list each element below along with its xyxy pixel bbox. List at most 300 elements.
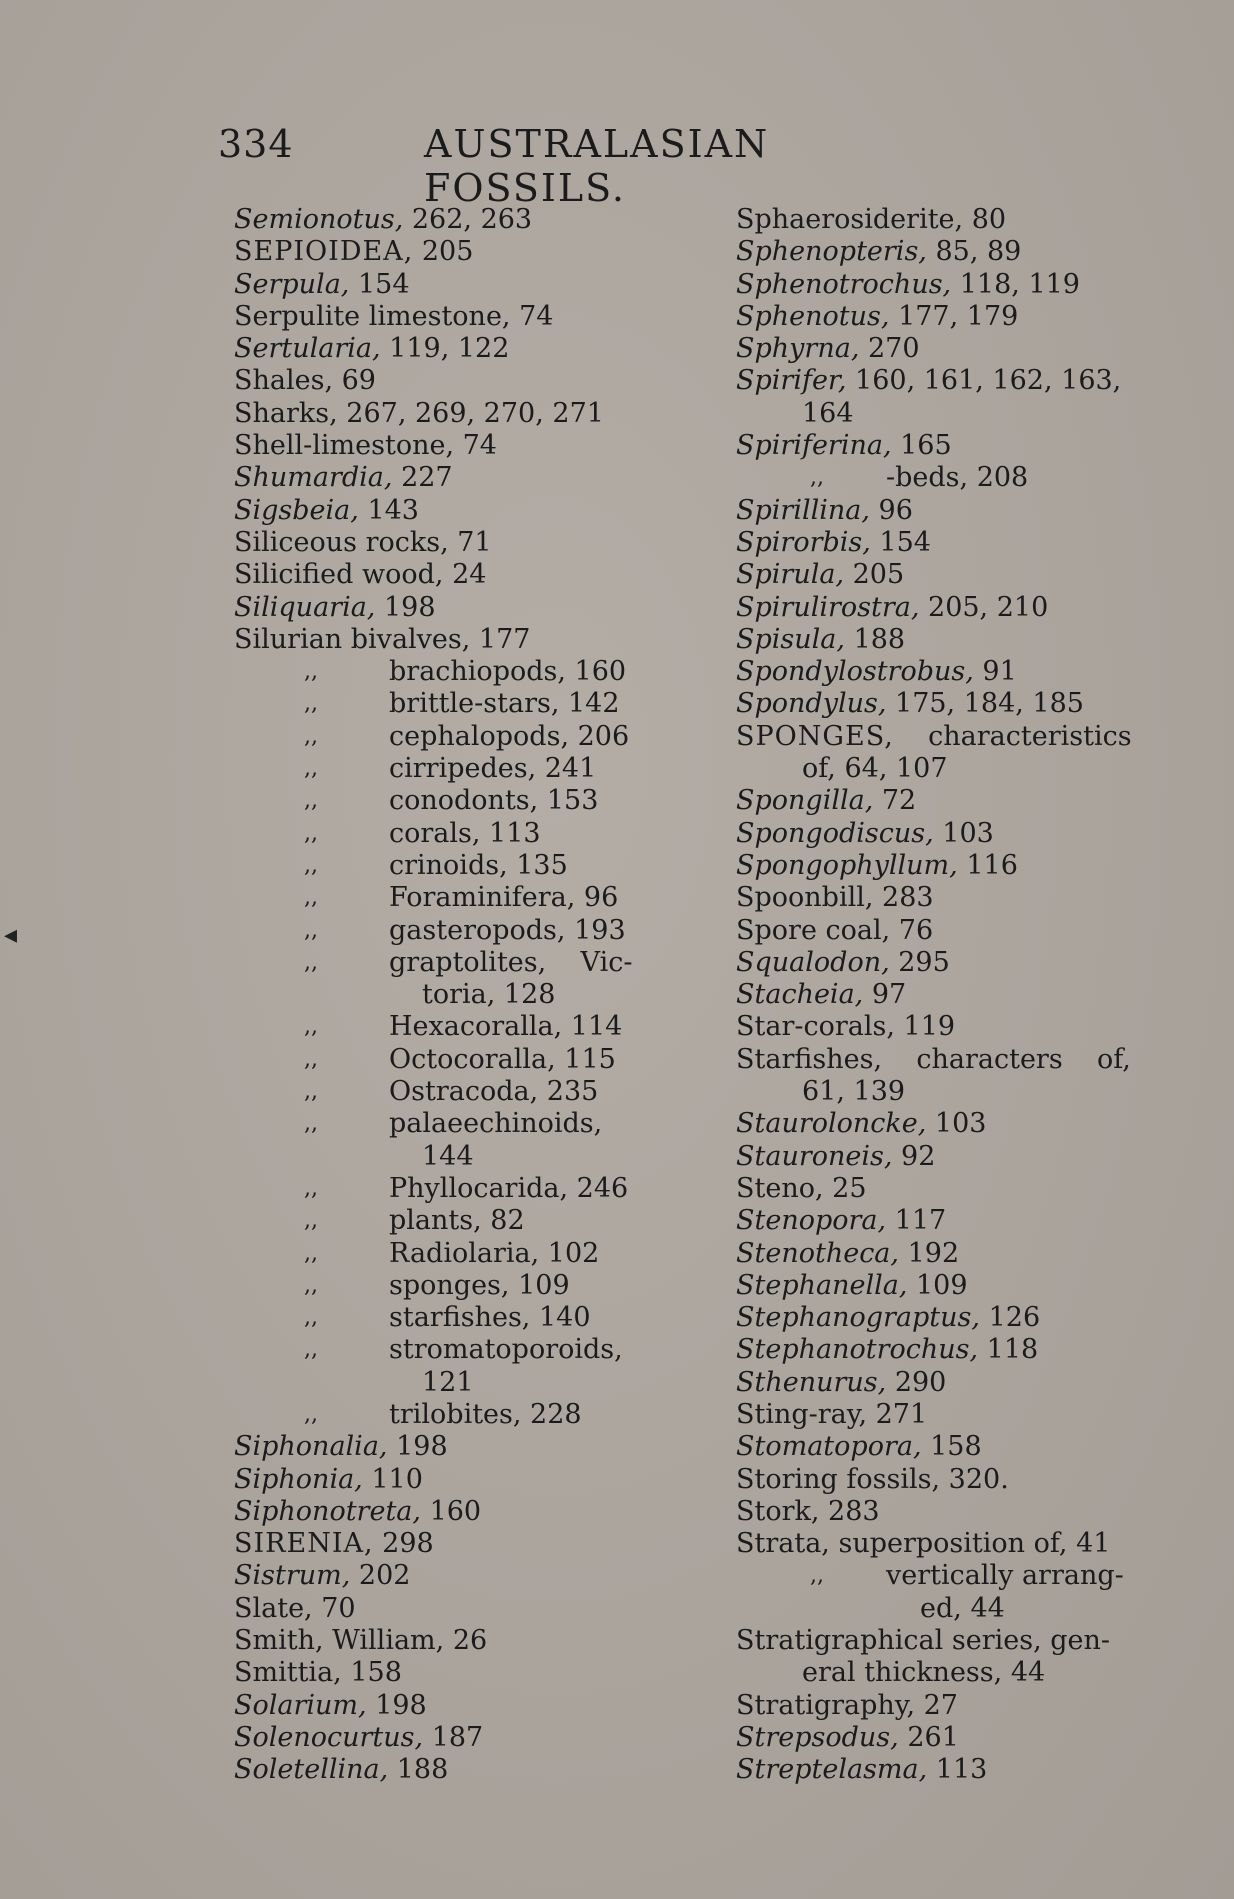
index-entry — [234, 1367, 674, 1399]
entry-page-refs: 41 — [1067, 1528, 1111, 1560]
entry-page-refs: 64, 107 — [835, 753, 948, 785]
ditto-mark: ,, — [304, 1111, 318, 1137]
entry-page-refs: 97 — [863, 979, 907, 1011]
entry-page-refs: 69 — [333, 365, 376, 397]
entry-page-refs: 193 — [565, 914, 626, 946]
entry-term: Sphaerosiderite, — [736, 204, 964, 235]
entry-term: Sigsbeia, — [234, 494, 359, 526]
index-entry — [736, 1464, 1176, 1496]
entry-term: Squalodon, — [736, 946, 890, 978]
entry-term: eral thickness, — [802, 1657, 1003, 1689]
index-entry — [736, 1754, 1176, 1786]
entry-page-refs: 270 — [859, 333, 920, 365]
index-entry — [736, 785, 1176, 817]
ditto-mark: ,, — [810, 465, 824, 491]
index-entry — [736, 1690, 1176, 1722]
entry-page-refs: 298 — [373, 1528, 434, 1560]
entry-term: Stephanella, — [736, 1269, 908, 1301]
index-entry — [234, 882, 674, 914]
entry-term: Spirula, — [736, 559, 845, 591]
entry-term: Stauroneis, — [736, 1140, 893, 1172]
entry-page-refs: 227 — [392, 462, 453, 494]
index-entry — [234, 527, 674, 559]
entry-term: corals, — [389, 817, 481, 849]
index-entry — [736, 656, 1176, 688]
entry-page-refs: 160 — [565, 656, 627, 688]
index-entry — [736, 1593, 1176, 1625]
index-entry — [736, 1625, 1176, 1657]
entry-page-refs: 44 — [961, 1592, 1005, 1624]
entry-term: Stomatopora, — [736, 1431, 922, 1463]
entry-term: Sistrum, — [234, 1560, 351, 1592]
index-entry — [234, 1141, 674, 1173]
index-entry — [234, 1108, 674, 1140]
ditto-mark: ,, — [304, 1175, 318, 1201]
entry-term: Spondylostrobus, — [736, 656, 974, 688]
entry-term: vertically — [886, 1560, 1014, 1592]
entry-page-refs: 208 — [968, 462, 1029, 494]
index-entry — [736, 236, 1176, 268]
ditto-mark: ,, — [304, 949, 318, 975]
entry-term: Serpula, — [234, 268, 350, 300]
index-entry — [736, 1722, 1176, 1754]
index-entry — [736, 1431, 1176, 1463]
entry-page-refs: 154 — [870, 526, 931, 558]
entry-term: Soletellina, — [234, 1754, 389, 1786]
index-entry — [234, 688, 674, 720]
index-entry — [234, 365, 674, 397]
entry-page-refs: 74 — [454, 430, 497, 462]
entry-page-refs: 205 — [844, 559, 905, 591]
entry-page-refs: 160 — [420, 1495, 482, 1527]
index-entry — [234, 398, 674, 430]
entry-term: Stephanotrochus, — [736, 1334, 979, 1366]
index-entry — [736, 1108, 1176, 1140]
entry-page-refs: 118, 119 — [951, 268, 1080, 300]
ditto-mark: ,, — [304, 1014, 318, 1040]
entry-page-refs: 109 — [509, 1269, 570, 1301]
entry-term: Stacheia, — [736, 979, 864, 1011]
entry-page-refs: 205, 210 — [919, 591, 1049, 623]
entry-term: Sphyrna, — [736, 333, 860, 365]
index-entry — [234, 1625, 674, 1657]
entry-term: Star-corals, — [736, 1011, 895, 1043]
entry-term: Strepsodus, — [736, 1721, 899, 1753]
index-entry — [736, 1011, 1176, 1043]
index-entry — [736, 1044, 1176, 1076]
index-entry — [234, 1657, 674, 1689]
entry-term: crinoids, — [389, 849, 508, 881]
index-entry — [234, 624, 674, 656]
entry-page-refs: 202 — [350, 1560, 411, 1592]
entry-term: brachiopods, — [389, 656, 566, 688]
entry-term: SPONGES, — [736, 720, 894, 752]
entry-term: Sting-ray, — [736, 1398, 868, 1430]
entry-page-refs: 262, 263 — [403, 204, 533, 235]
index-entry — [234, 721, 674, 753]
entry-term: Spirillina, — [736, 494, 870, 526]
entry-page-refs: 158 — [921, 1431, 982, 1463]
entry-page-refs: 198 — [366, 1689, 427, 1721]
entry-term: Foraminifera, — [389, 882, 576, 914]
entry-page-refs: 241 — [536, 753, 597, 785]
index-entry — [736, 559, 1176, 591]
index-entry — [234, 915, 674, 947]
index-entry — [736, 947, 1176, 979]
index-entry — [736, 1173, 1176, 1205]
entry-page-refs: 192 — [899, 1237, 960, 1269]
index-entry — [736, 1528, 1176, 1560]
entry-term: Stenotheca, — [736, 1237, 899, 1269]
index-entry — [736, 882, 1176, 914]
index-entry — [234, 204, 674, 236]
entry-term: of, — [802, 753, 836, 785]
entry-term: SIRENIA, — [234, 1528, 374, 1560]
entry-page-refs: 24 — [443, 559, 487, 591]
index-entry — [736, 979, 1176, 1011]
entry-term: Stephanograptus, — [736, 1302, 980, 1334]
entry-page-refs: 283 — [819, 1495, 880, 1527]
index-entry — [234, 1464, 674, 1496]
index-entry — [736, 527, 1176, 559]
page-header — [218, 122, 978, 210]
entry-page-refs: 113 — [927, 1754, 988, 1786]
entry-term: Serpulite limestone, — [234, 300, 511, 332]
entry-term: Stratigraphical series, — [736, 1625, 1042, 1657]
entry-page-refs: 135 — [507, 849, 568, 881]
index-entry — [234, 1205, 674, 1237]
ditto-mark: ,, — [304, 1305, 318, 1331]
entry-page-refs: 187 — [423, 1721, 484, 1753]
entry-page-refs: 295 — [889, 946, 950, 978]
entry-page-refs: 198 — [387, 1431, 448, 1463]
entry-term: Spongophyllum, — [736, 849, 958, 881]
index-entry — [234, 495, 674, 527]
entry-page-refs: 114 — [562, 1011, 623, 1043]
entry-term: gasteropods, — [389, 914, 566, 946]
index-entry — [736, 1334, 1176, 1366]
entry-page-refs: 103 — [926, 1108, 987, 1140]
index-entry — [736, 721, 1176, 753]
entry-term: Sertularia, — [234, 333, 381, 365]
index-entry — [736, 688, 1176, 720]
entry-page-refs: 110 — [362, 1463, 423, 1495]
entry-page-refs: 267, 269, 270, 271 — [337, 397, 604, 429]
margin-arrow-icon: ◂ — [4, 920, 18, 950]
index-entry — [234, 462, 674, 494]
entry-term: Semionotus, — [234, 204, 404, 235]
index-entry — [736, 1270, 1176, 1302]
index-entry — [234, 1528, 674, 1560]
ditto-mark: ,, — [304, 723, 318, 749]
ditto-mark: ,, — [304, 1240, 318, 1266]
entry-term: Sharks, — [234, 397, 338, 429]
index-entry — [736, 1399, 1176, 1431]
entry-page-refs: characteristics — [893, 720, 1132, 752]
entry-term: SEPIOIDEA, — [234, 236, 414, 268]
entry-page-refs: 235 — [538, 1076, 599, 1108]
entry-page-refs: 188 — [388, 1754, 449, 1786]
entry-term: Smittia, — [234, 1657, 342, 1689]
ditto-mark: ,, — [304, 820, 318, 846]
entry-term: 121 — [422, 1366, 474, 1398]
entry-term: Solenocurtus, — [234, 1721, 424, 1753]
entry-term: Spirulirostra, — [736, 591, 920, 623]
entry-term: Octocoralla, — [389, 1043, 556, 1075]
entry-term: Streptelasma, — [736, 1754, 928, 1786]
entry-term: starfishes, — [389, 1302, 531, 1334]
entry-term: Spoonbill, — [736, 882, 874, 914]
entry-term: Radiolaria, — [389, 1237, 540, 1269]
ditto-mark: ,, — [304, 852, 318, 878]
index-column-left — [234, 204, 674, 1787]
entry-page-refs: 320. — [940, 1463, 1009, 1495]
index-column-right — [736, 204, 1176, 1787]
index-entry — [736, 495, 1176, 527]
index-entry — [234, 1722, 674, 1754]
index-entry — [736, 915, 1176, 947]
entry-page-refs: Vic- — [546, 946, 633, 978]
entry-page-refs: 139 — [844, 1076, 906, 1108]
ditto-mark: ,, — [304, 1208, 318, 1234]
entry-term: sponges, — [389, 1269, 510, 1301]
index-entry — [234, 1496, 674, 1528]
entry-page-refs: 283 — [873, 882, 934, 914]
index-entry — [234, 559, 674, 591]
index-entry — [234, 1431, 674, 1463]
entry-term: Shumardia, — [234, 462, 393, 494]
entry-page-refs: 140 — [530, 1302, 591, 1334]
entry-page-refs: 76 — [890, 914, 934, 946]
index-entry — [234, 1560, 674, 1592]
index-entry — [736, 1302, 1176, 1334]
page-number: 334 — [218, 122, 294, 166]
index-entry — [736, 1496, 1176, 1528]
entry-page-refs: 126 — [980, 1302, 1041, 1334]
entry-page-refs: 116 — [957, 849, 1018, 881]
entry-page-refs: 92 — [892, 1140, 936, 1172]
index-entry — [736, 204, 1176, 236]
entry-term: Phyllocarida, — [389, 1172, 569, 1204]
index-entry — [234, 1593, 674, 1625]
entry-term: cephalopods, — [389, 720, 570, 752]
index-entry — [234, 333, 674, 365]
entry-page-refs: 154 — [349, 268, 410, 300]
index-entry — [234, 1011, 674, 1043]
entry-term: Spirifer, — [736, 365, 847, 397]
entry-page-refs: 118 — [978, 1334, 1039, 1366]
entry-term: Stratigraphy, — [736, 1689, 916, 1721]
entry-term: Spore coal, — [736, 914, 891, 946]
entry-page-refs: 188 — [844, 623, 906, 655]
entry-term: Storing fossils, — [736, 1463, 941, 1495]
entry-page-refs: 71 — [448, 526, 492, 558]
entry-term: Stauroloncke, — [736, 1108, 927, 1140]
entry-page-refs: 165 — [891, 430, 952, 462]
entry-term: cirripedes, — [389, 753, 537, 785]
index-entry — [736, 818, 1176, 850]
entry-term: Spondylus, — [736, 688, 887, 720]
entry-term: brittle-stars, — [389, 688, 560, 720]
entry-page-refs: 206 — [569, 720, 630, 752]
entry-term: Sphenotrochus, — [736, 268, 952, 300]
entry-term: Starfishes, — [736, 1043, 883, 1075]
entry-page-refs: gen- — [1041, 1625, 1111, 1657]
entry-page-refs: 205 — [413, 236, 474, 268]
entry-page-refs: 160, 161, 162, 163, — [846, 365, 1122, 397]
ditto-mark: ,, — [304, 1337, 318, 1363]
entry-page-refs: 177 — [470, 623, 531, 655]
entry-term: graptolites, — [389, 946, 547, 978]
index-entry — [736, 624, 1176, 656]
ditto-mark: ,, — [304, 788, 318, 814]
entry-term: Silurian bivalves, — [234, 623, 471, 655]
entry-term: Stenopora, — [736, 1205, 887, 1237]
index-entry — [234, 785, 674, 817]
index-entry — [234, 592, 674, 624]
index-entry — [234, 850, 674, 882]
ditto-mark: ,, — [304, 885, 318, 911]
index-entry — [234, 1334, 674, 1366]
entry-term: Spisula, — [736, 623, 845, 655]
entry-term: Spirorbis, — [736, 526, 871, 558]
index-entry — [736, 1560, 1176, 1592]
entry-page-refs: 91 — [973, 656, 1017, 688]
index-entry — [736, 592, 1176, 624]
entry-page-refs: 119, 122 — [380, 333, 510, 365]
entry-term: toria, — [422, 979, 496, 1011]
entry-term: -beds, — [886, 462, 969, 494]
entry-term: Siliceous rocks, — [234, 526, 449, 558]
entry-page-refs: 44 — [1002, 1657, 1046, 1689]
index-entry — [736, 333, 1176, 365]
entry-term: 61, — [802, 1076, 845, 1108]
index-entry — [736, 1076, 1176, 1108]
entry-page-refs: 198 — [375, 591, 436, 623]
entry-term: Strata, superposition of, — [736, 1528, 1068, 1560]
index-entry — [234, 656, 674, 688]
entry-page-refs: 228 — [521, 1398, 582, 1430]
entry-term: ed, — [920, 1592, 962, 1624]
entry-term: palaeechinoids, — [389, 1108, 603, 1140]
index-entry — [234, 979, 674, 1011]
entry-term: Hexacoralla, — [389, 1011, 563, 1043]
entry-term: Sthenurus, — [736, 1366, 887, 1398]
index-entry — [736, 1205, 1176, 1237]
entry-term: Spongodiscus, — [736, 817, 934, 849]
ditto-mark: ,, — [304, 659, 318, 685]
entry-term: 144 — [422, 1140, 474, 1172]
entry-page-refs: 117 — [886, 1205, 947, 1237]
index-entry — [234, 1238, 674, 1270]
entry-page-refs: 143 — [358, 494, 419, 526]
entry-page-refs: arrang- — [1013, 1560, 1124, 1592]
index-entry — [234, 1754, 674, 1786]
entry-page-refs: 113 — [480, 817, 541, 849]
index-entry — [736, 269, 1176, 301]
entry-page-refs: 82 — [481, 1205, 525, 1237]
entry-page-refs: 103 — [933, 817, 994, 849]
index-entry — [234, 301, 674, 333]
entry-term: Ostracoda, — [389, 1076, 539, 1108]
ditto-mark: ,, — [304, 1046, 318, 1072]
index-entry — [736, 398, 1176, 430]
entry-page-refs: 109 — [907, 1269, 968, 1301]
entry-term: Shell-limestone, — [234, 430, 455, 462]
entry-term: Siliquaria, — [234, 591, 376, 623]
entry-term: Solarium, — [234, 1689, 367, 1721]
index-entry — [234, 1270, 674, 1302]
entry-page-refs: 96 — [575, 882, 619, 914]
ditto-mark: ,, — [304, 756, 318, 782]
entry-term: Sphenopteris, — [736, 236, 927, 268]
entry-page-refs: 70 — [312, 1592, 356, 1624]
index-entry — [736, 365, 1176, 397]
ditto-mark: ,, — [304, 1079, 318, 1105]
index-entry — [234, 1076, 674, 1108]
entry-page-refs: 72 — [873, 785, 917, 817]
entry-page-refs: 177, 179 — [889, 300, 1019, 332]
entry-term: Steno, — [736, 1172, 824, 1204]
entry-page-refs: 261 — [898, 1721, 959, 1753]
entry-page-refs: 290 — [886, 1366, 947, 1398]
ditto-mark: ,, — [810, 1563, 824, 1589]
entry-term: Siphonotreta, — [234, 1495, 421, 1527]
entry-page-refs: 74 — [510, 300, 554, 332]
index-entry — [736, 850, 1176, 882]
entry-term: plants, — [389, 1205, 482, 1237]
index-entry — [234, 1690, 674, 1722]
running-title: AUSTRALASIAN FOSSILS. — [424, 122, 770, 210]
entry-term: Smith, William, — [234, 1625, 445, 1657]
index-entry — [234, 947, 674, 979]
entry-page-refs: 85, 89 — [926, 236, 1022, 268]
index-entry — [234, 269, 674, 301]
entry-page-refs: 96 — [869, 494, 913, 526]
index-entry — [736, 1657, 1176, 1689]
entry-page-refs: characters of, — [882, 1043, 1131, 1075]
index-entry — [234, 1173, 674, 1205]
entry-page-refs: 27 — [915, 1689, 958, 1721]
entry-page-refs: 80 — [963, 204, 1007, 235]
index-entry — [234, 1302, 674, 1334]
index-entry — [736, 1238, 1176, 1270]
ditto-mark: ,, — [304, 691, 318, 717]
index-entry — [234, 1044, 674, 1076]
ditto-mark: ,, — [304, 1401, 318, 1427]
ditto-mark: ,, — [304, 917, 318, 943]
index-entry — [736, 462, 1176, 494]
index-entry — [736, 1141, 1176, 1173]
entry-term: Shales, — [234, 365, 334, 397]
entry-page-refs: 102 — [539, 1237, 600, 1269]
entry-page-refs: 119 — [894, 1011, 956, 1043]
entry-term: 164 — [802, 397, 854, 429]
index-entry — [736, 430, 1176, 462]
index-entry — [736, 753, 1176, 785]
entry-term: stromatoporoids, — [389, 1334, 623, 1366]
entry-page-refs: 128 — [495, 979, 556, 1011]
index-entry — [234, 818, 674, 850]
index-entry — [234, 1399, 674, 1431]
entry-page-refs: 142 — [559, 688, 620, 720]
entry-term: Stork, — [736, 1495, 820, 1527]
entry-page-refs: 26 — [444, 1625, 488, 1657]
entry-term: Siphonalia, — [234, 1431, 388, 1463]
ditto-mark: ,, — [304, 1272, 318, 1298]
index-entry — [736, 1367, 1176, 1399]
entry-page-refs: 246 — [568, 1172, 629, 1204]
